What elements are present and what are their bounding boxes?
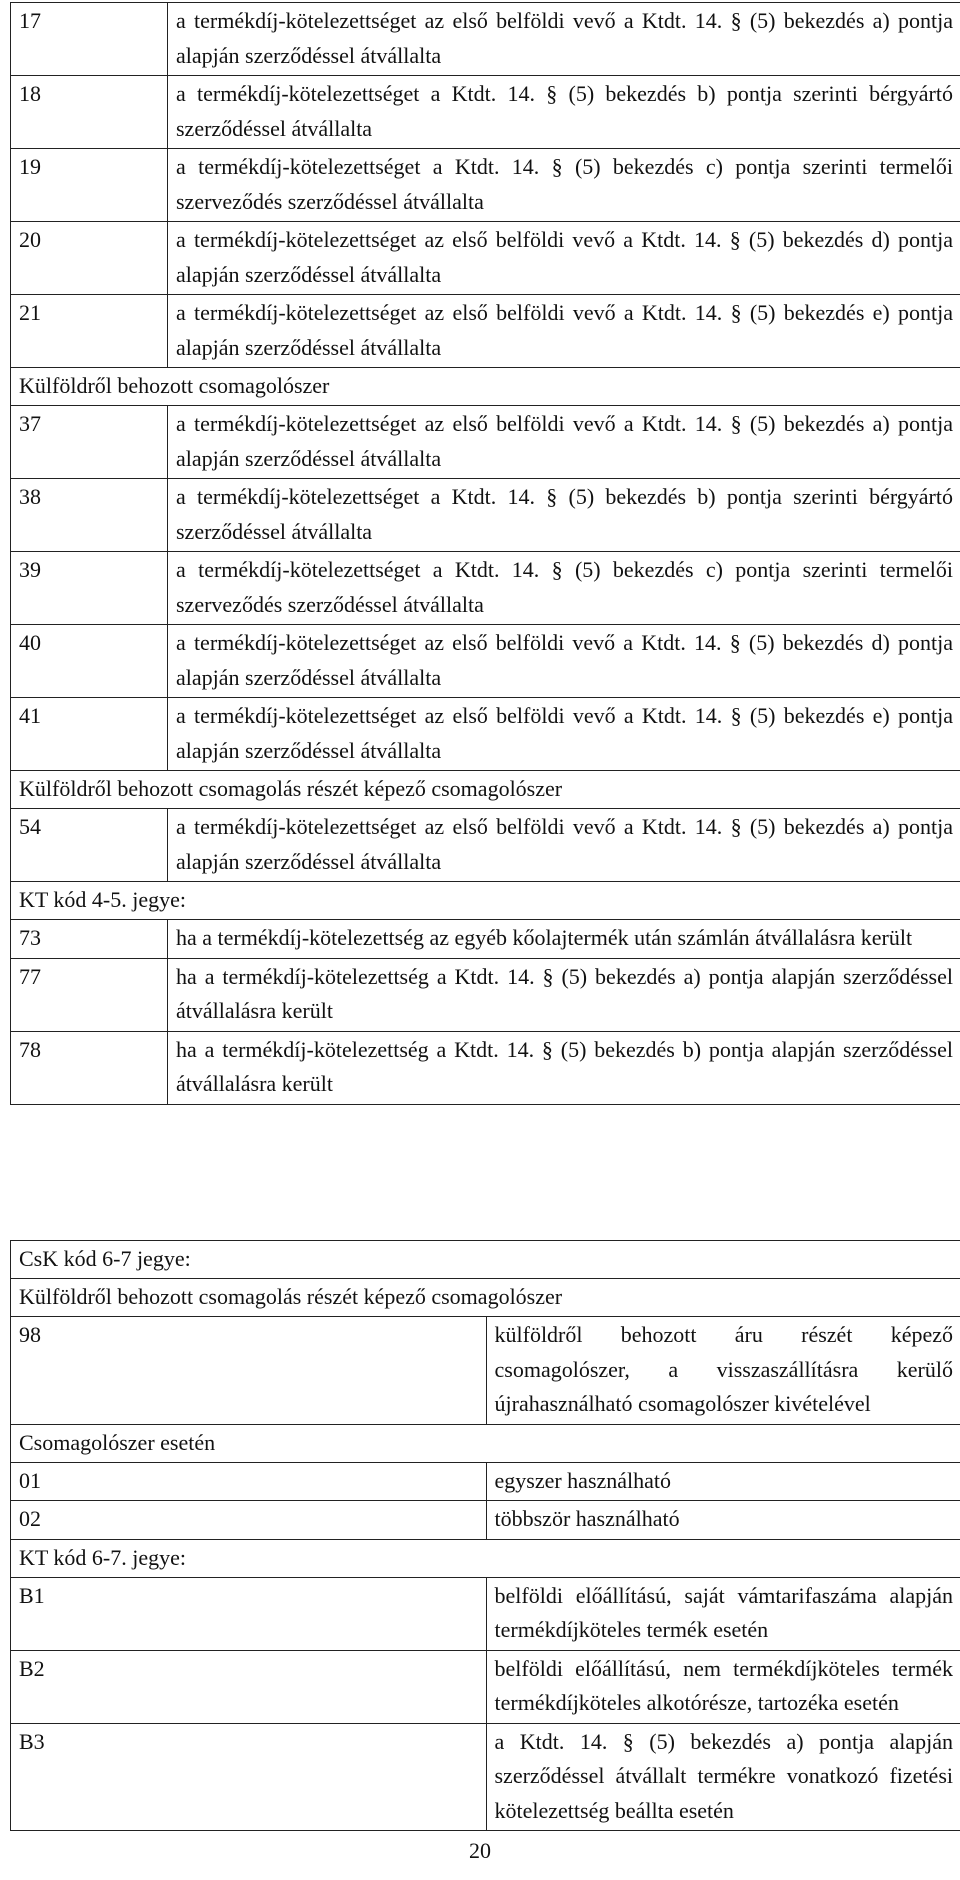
row-description: ha a termékdíj-kötelezettség a Ktdt. 14. § (5) bekezdés b) pontja alapján szerződéssel átvállalásra került: [168, 1031, 960, 1104]
row-description: a termékdíj-kötelezettséget az első belföldi vevő a Ktdt. 14. § (5) bekezdés a) pontja alapján szerződéssel átvállalta: [168, 3, 960, 76]
table-row: [11, 479, 960, 552]
section-heading: Külföldről behozott csomagolás részét képező csomagolószer: [11, 1279, 960, 1317]
section-heading: CsK kód 6-7 jegye:: [11, 1241, 960, 1279]
row-code: 41: [11, 698, 168, 771]
table-row: [11, 625, 960, 698]
row-description: a termékdíj-kötelezettséget a Ktdt. 14. § (5) bekezdés c) pontja szerinti termelői szerveződés szerződéssel átvállalta: [168, 552, 960, 625]
table-row: [11, 809, 960, 882]
section-heading: Külföldről behozott csomagolószer: [11, 368, 960, 406]
section-heading-row: [11, 771, 960, 809]
row-description: a termékdíj-kötelezettséget az első belföldi vevő a Ktdt. 14. § (5) bekezdés e) pontja alapján szerződéssel átvállalta: [168, 295, 960, 368]
row-description: a termékdíj-kötelezettséget a Ktdt. 14. § (5) bekezdés c) pontja szerinti termelői szerveződés szerződéssel átvállalta: [168, 149, 960, 222]
table-row: [11, 1031, 960, 1104]
row-description: belföldi előállítású, nem termékdíjköteles termék termékdíjköteles alkotórésze, tartozéka esetén: [486, 1650, 960, 1723]
row-code: 02: [11, 1501, 487, 1540]
row-code: 38: [11, 479, 168, 552]
code-table-continued: [10, 2, 960, 1105]
section-heading: KT kód 4-5. jegye:: [11, 882, 960, 920]
section-heading: Külföldről behozott csomagolás részét képező csomagolószer: [11, 771, 960, 809]
section-heading: KT kód 6-7. jegye:: [11, 1539, 960, 1577]
table-row: [11, 698, 960, 771]
row-code: B1: [11, 1577, 487, 1650]
table-row: [11, 1317, 960, 1425]
row-description: a termékdíj-kötelezettséget az első belföldi vevő a Ktdt. 14. § (5) bekezdés e) pontja alapján szerződéssel átvállalta: [168, 698, 960, 771]
row-description: külföldről behozott áru részét képező csomagolószer, a visszaszállításra kerülő újrahasználható csomagolószer kivételével: [486, 1317, 960, 1425]
row-code: 01: [11, 1462, 487, 1501]
row-code: 73: [11, 920, 168, 959]
row-code: 21: [11, 295, 168, 368]
table-row: [11, 552, 960, 625]
section-heading-row: [11, 882, 960, 920]
row-description: egyszer használható: [486, 1462, 960, 1501]
code-table-second: [10, 1240, 960, 1831]
table-row: [11, 1501, 960, 1540]
row-code: B2: [11, 1650, 487, 1723]
section-heading-row: [11, 1241, 960, 1279]
table-row: [11, 1723, 960, 1831]
table-row: [11, 406, 960, 479]
table-row: [11, 222, 960, 295]
row-code: B3: [11, 1723, 487, 1831]
table-row: [11, 920, 960, 959]
row-description: többször használható: [486, 1501, 960, 1540]
row-description: a termékdíj-kötelezettséget az első belföldi vevő a Ktdt. 14. § (5) bekezdés a) pontja alapján szerződéssel átvállalta: [168, 406, 960, 479]
section-heading-row: [11, 1279, 960, 1317]
table-row: [11, 76, 960, 149]
row-code: 37: [11, 406, 168, 479]
row-code: 39: [11, 552, 168, 625]
row-code: 20: [11, 222, 168, 295]
row-description: belföldi előállítású, saját vámtarifaszáma alapján termékdíjköteles termék esetén: [486, 1577, 960, 1650]
row-code: 54: [11, 809, 168, 882]
row-code: 77: [11, 958, 168, 1031]
section-heading-row: [11, 1424, 960, 1462]
row-code: 19: [11, 149, 168, 222]
table-row: [11, 1650, 960, 1723]
table-row: [11, 149, 960, 222]
section-heading-row: [11, 1539, 960, 1577]
section-heading-row: [11, 368, 960, 406]
section-heading: Csomagolószer esetén: [11, 1424, 960, 1462]
table-row: [11, 295, 960, 368]
row-code: 18: [11, 76, 168, 149]
row-code: 17: [11, 3, 168, 76]
row-code: 78: [11, 1031, 168, 1104]
row-description: ha a termékdíj-kötelezettség a Ktdt. 14. § (5) bekezdés a) pontja alapján szerződéssel átvállalásra került: [168, 958, 960, 1031]
table-row: [11, 3, 960, 76]
table-row: [11, 1462, 960, 1501]
page-number: 20: [469, 1838, 491, 1863]
row-description: a termékdíj-kötelezettséget a Ktdt. 14. § (5) bekezdés b) pontja szerinti bérgyártó szerződéssel átvállalta: [168, 76, 960, 149]
row-code: 40: [11, 625, 168, 698]
row-description: a termékdíj-kötelezettséget az első belföldi vevő a Ktdt. 14. § (5) bekezdés d) pontja alapján szerződéssel átvállalta: [168, 625, 960, 698]
row-description: a termékdíj-kötelezettséget az első belföldi vevő a Ktdt. 14. § (5) bekezdés a) pontja alapján szerződéssel átvállalta: [168, 809, 960, 882]
row-description: a Ktdt. 14. § (5) bekezdés a) pontja alapján szerződéssel átvállalt termékre vonatkozó fizetési kötelezettség beállta esetén: [486, 1723, 960, 1831]
row-description: a termékdíj-kötelezettséget a Ktdt. 14. § (5) bekezdés b) pontja szerinti bérgyártó szerződéssel átvállalta: [168, 479, 960, 552]
row-description: a termékdíj-kötelezettséget az első belföldi vevő a Ktdt. 14. § (5) bekezdés d) pontja alapján szerződéssel átvállalta: [168, 222, 960, 295]
row-code: 98: [11, 1317, 487, 1425]
table-row: [11, 958, 960, 1031]
table-row: [11, 1577, 960, 1650]
row-description: ha a termékdíj-kötelezettség az egyéb kőolajtermék után számlán átvállalásra került: [168, 920, 960, 959]
